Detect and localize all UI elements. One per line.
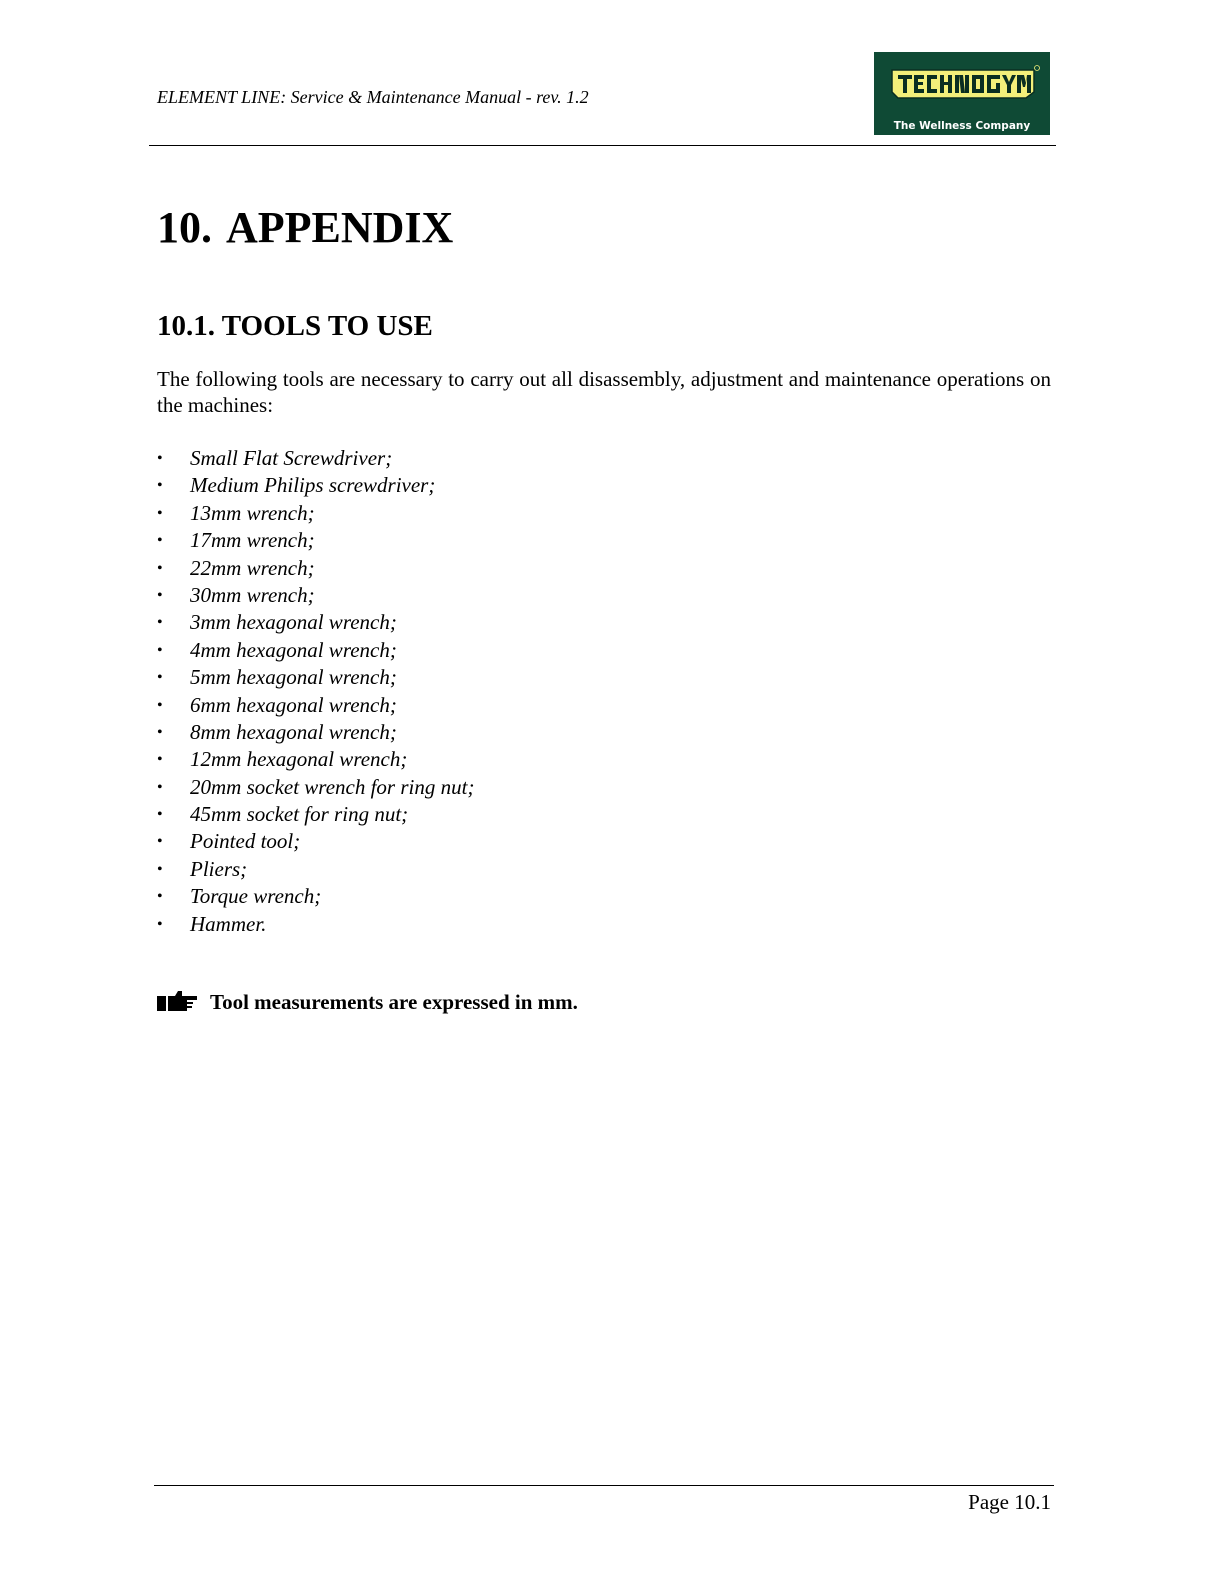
bullet-icon: • — [157, 559, 163, 577]
tool-item-label: 5mm hexagonal wrench; — [190, 665, 397, 690]
bullet-icon: • — [157, 723, 163, 741]
bullet-icon: • — [157, 669, 163, 687]
header-title: ELEMENT LINE: Service & Maintenance Manual - rev. 1.2 — [157, 87, 589, 107]
tool-item-label: Torque wrench; — [190, 884, 322, 909]
bullet-icon: • — [157, 860, 163, 878]
bullet-icon: • — [157, 915, 163, 933]
tool-item-label: 13mm wrench; — [190, 500, 315, 525]
page-number: Page 10.1 — [968, 1490, 1051, 1514]
tool-item-label: 22mm wrench; — [190, 555, 315, 580]
chapter-title — [157, 200, 453, 256]
bullet-icon: • — [157, 450, 163, 467]
bullet-icon: • — [157, 751, 163, 769]
tool-item-label: 6mm hexagonal wrench; — [190, 692, 397, 717]
bullet-icon: • — [157, 477, 163, 495]
tool-item-label: 17mm wrench; — [190, 528, 315, 553]
tool-item-label: 12mm hexagonal wrench; — [190, 747, 408, 772]
bullet-icon: • — [157, 833, 163, 851]
tool-item-label: Hammer. — [190, 911, 267, 936]
chapter-name: APPENDIX — [226, 203, 454, 252]
bullet-icon: • — [157, 888, 163, 906]
tool-item-label: 4mm hexagonal wrench; — [190, 637, 397, 662]
tool-item-label: 8mm hexagonal wrench; — [190, 719, 397, 744]
intro-paragraph: The following tools are necessary to carry out all disassembly, adjustment and maintenance operations on the machines: — [157, 367, 1051, 417]
tool-item-label: 20mm socket wrench for ring nut; — [190, 774, 475, 799]
section-title: 10.1. TOOLS TO USE — [157, 310, 433, 342]
pointing-hand-icon — [157, 990, 199, 1012]
bullet-icon: • — [157, 532, 163, 550]
bullet-icon: • — [157, 696, 163, 714]
tool-item-label: Medium Philips screwdriver; — [190, 473, 436, 498]
tool-item-label: 30mm wrench; — [190, 582, 315, 607]
logo-tagline: The Wellness Company — [893, 120, 1031, 132]
tool-item-label: Pointed tool; — [190, 829, 301, 854]
tool-item-label: 45mm socket for ring nut; — [190, 802, 409, 827]
note-text: Tool measurements are expressed in mm. — [210, 990, 578, 1014]
tool-item-label: Pliers; — [190, 856, 248, 881]
bullet-icon: • — [157, 806, 163, 824]
bullet-icon: • — [157, 641, 163, 659]
bullet-icon: • — [157, 586, 163, 604]
chapter-number: 10. — [157, 203, 212, 252]
bullet-icon: • — [157, 504, 163, 522]
technogym-logo — [874, 52, 1050, 135]
header-divider — [149, 145, 1056, 146]
footer-divider — [154, 1485, 1054, 1486]
bullet-icon: • — [157, 778, 163, 796]
bullet-icon: • — [157, 614, 163, 632]
tool-item-label: Small Flat Screwdriver; — [190, 446, 393, 470]
tool-item-label: 3mm hexagonal wrench; — [190, 610, 397, 635]
technogym-logo-graphic — [874, 52, 1050, 135]
